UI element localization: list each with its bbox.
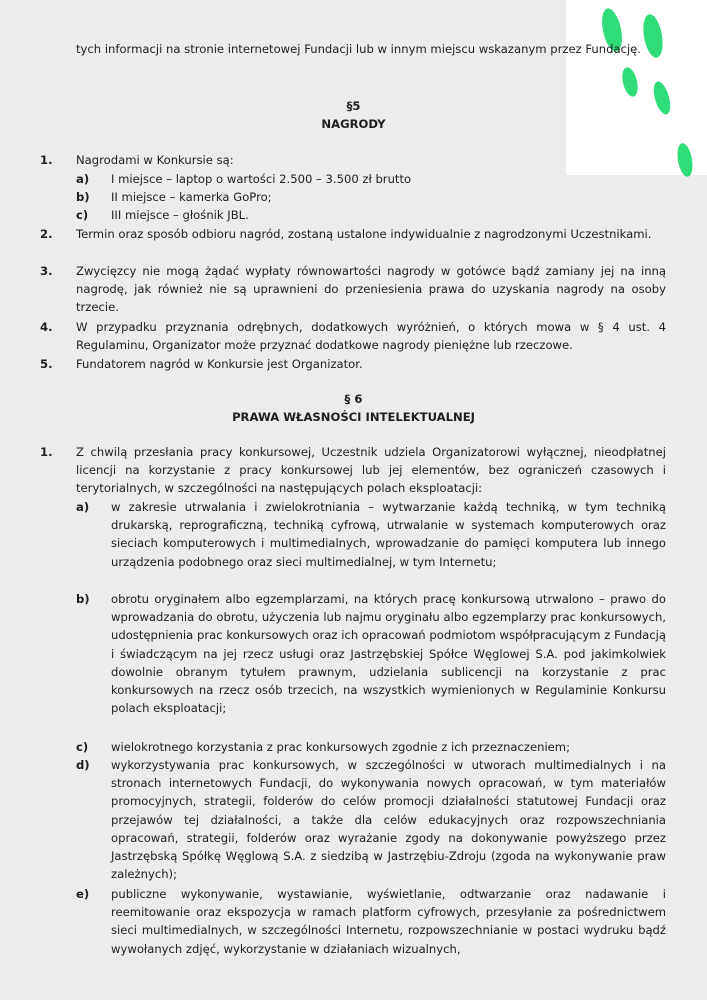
item-number: 3. [40,264,53,278]
prize-text: III miejsce – głośnik JBL. [111,208,249,222]
field-text: wykorzystywania prac konkursowych, w szczególności w utworach multimedialnych i na stronach internetowych Fundacji, do wykonywania nowych opracowań, w tym materiałów promocyjnych, strategii, folderów do celów promocji działalności statutowej Fundacji oraz przejawów tej działalności, a także dla celów edukacyjnych oraz rozpowszechniania opracowań, strategii, folderów oraz wyrażanie zgody na dokonywanie powyższego przez Jastrzębską Spółkę Węglową S.A. z siedzibą w Jastrzębiu-Zdroju (zgoda na wykonywanie praw zależnych); [111,758,666,882]
intro-paragraph: tych informacji na stronie internetowej Fundacji lub w innym miejscu wskazanym przez Fundację. [76,42,641,56]
item-text: Zwycięzcy nie mogą żądać wypłaty równowartości nagrody w gotówce bądź zamiany jej na inną nagrodę, jak również nie są uprawnieni do przeniesienia prawa do uzyskania nagrody na osoby trzecie. [76,264,666,315]
field-letter: e) [76,887,90,901]
prize-letter: c) [76,208,89,222]
prize-letter: a) [76,172,90,186]
item-number: 2. [40,227,53,241]
item-text: Z chwilą przesłania pracy konkursowej, Uczestnik udziela Organizatorowi wyłącznej, nieodpłatnej licencji na korzystanie z pracy konkursowej lub jej elementów, bez ograniczeń czasowych i terytorialnych, w szczególności na następujących polach eksploatacji: [76,445,666,496]
item-text: Nagrodami w Konkursie są: [76,153,234,167]
field-letter: a) [76,500,90,514]
field-item [76,498,666,571]
prize-item [76,206,666,224]
item-text: Termin oraz sposób odbioru nagród, zostaną ustalone indywidualnie z nagrodzonymi Uczestnikami. [76,227,652,241]
field-text: obrotu oryginałem albo egzemplarzami, na których pracę konkursową utrwalono – prawo do wprowadzania do obrotu, użyczenia lub najmu oryginału albo egzemplarzy prac konkursowych, udostępnienia prac konkursowych oraz ich opracowań podmiotom współpracującym z Fundacją i świadczącym na jej rzecz usługi oraz Jastrzębskiej Spółce Węglowej S.A. pod jakimkolwiek dowolnie obranym tytułem prawnym, udzielania sublicencji na korzystanie z prac konkursowych na rzecz osób trzecich, na wszystkich wymienionych w Regulaminie Konkursu polach eksploatacji; [111,592,666,716]
item-text: Fundatorem nagród w Konkursie jest Organizator. [76,357,363,371]
list-item [40,318,666,354]
field-item [76,756,666,883]
list-item [40,443,666,498]
prize-text: II miejsce – kamerka GoPro; [111,190,272,204]
section5-number: §5 [346,99,361,113]
field-letter: d) [76,758,90,772]
prize-item [76,188,666,206]
prize-text: I miejsce – laptop o wartości 2.500 – 3.500 zł brutto [111,172,412,186]
section5-title: NAGRODY [321,117,386,131]
field-item [76,590,666,717]
section6-title: PRAWA WŁASNOŚCI INTELEKTUALNEJ [232,410,475,424]
field-item [76,885,666,958]
field-text: wielokrotnego korzystania z prac konkursowych zgodnie z ich przeznaczeniem; [111,740,571,754]
field-text: w zakresie utrwalania i zwielokrotniania – wytwarzanie każdą techniką, w tym techniką drukarską, reprograficzną, techniką cyfrową, utrwalanie w systemach komputerowych oraz sieciach komputerowych i multimedialnych, wprowadzanie do pamięci komputera lub innego urządzenia podobnego oraz sieci multimedialnej, w tym Internetu; [111,500,666,569]
section6-number: § 6 [344,392,363,406]
item-number: 1. [40,445,53,459]
item-number: 4. [40,320,53,334]
list-item [40,355,666,373]
list-item [40,225,666,243]
prize-letter: b) [76,190,90,204]
field-text: publiczne wykonywanie, wystawianie, wyświetlanie, odtwarzanie oraz nadawanie i reemitowanie oraz ekspozycja w ramach platform cyfrowych, przesyłanie za pośrednictwem sieci multimedialnych, w szczególności Internetu, rozpowszechnianie w postaci wydruku bądź wywołanych zdjęć, wykorzystanie w działaniach wizualnych, [111,887,666,956]
list-item [40,262,666,317]
list-item [40,151,666,169]
item-number: 5. [40,357,53,371]
prize-item [76,170,666,188]
field-letter: c) [76,740,89,754]
item-number: 1. [40,153,53,167]
item-text: W przypadku przyznania odrębnych, dodatkowych wyróżnień, o których mowa w § 4 ust. 4 Regulaminu, Organizator może przyznać dodatkowe nagrody pieniężne lub rzeczowe. [76,320,666,353]
field-letter: b) [76,592,90,606]
field-item [76,738,666,756]
